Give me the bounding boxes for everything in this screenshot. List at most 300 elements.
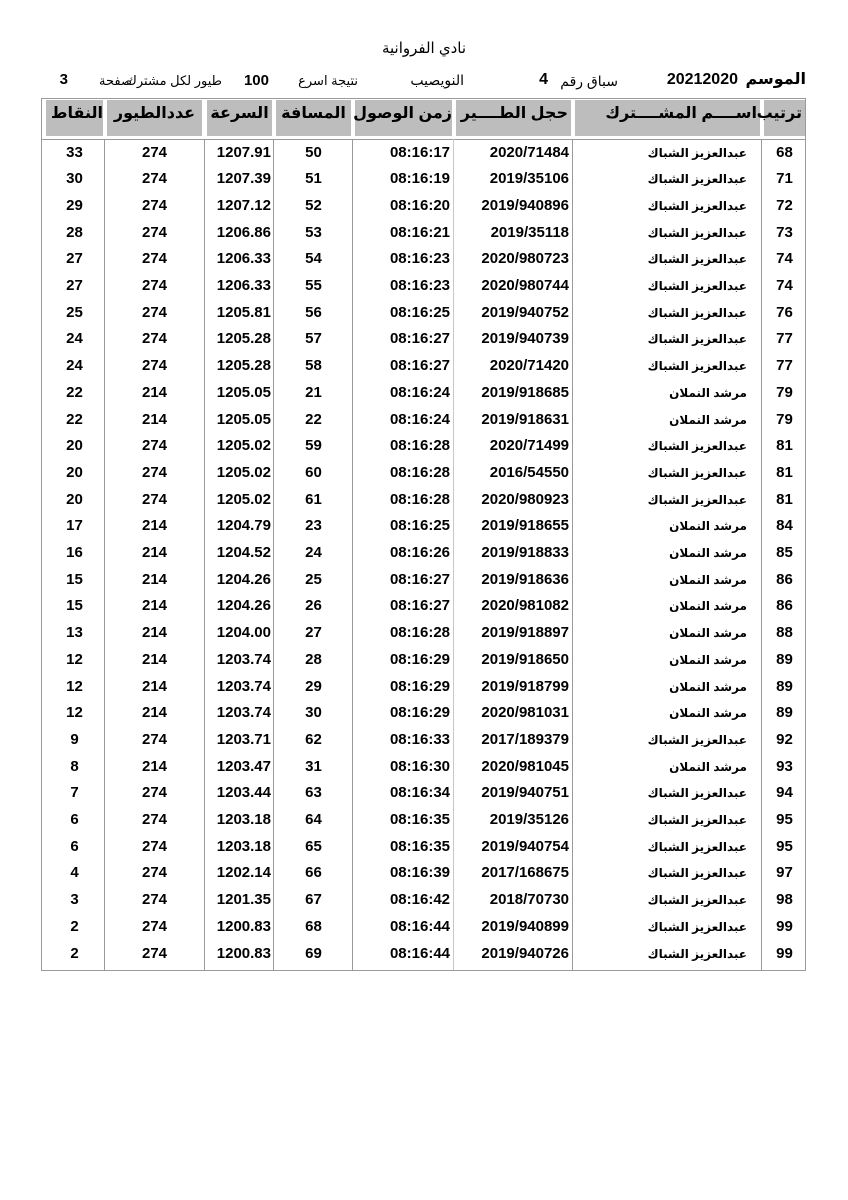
member-name-cell: عبدالعزيز الشباك — [647, 866, 747, 881]
rank-cell: 94 — [776, 784, 793, 802]
rank-cell: 93 — [776, 757, 793, 775]
ring-number-cell: 2019/940726 — [481, 944, 569, 962]
points-cell: 20 — [66, 437, 83, 455]
speed-cell: 1205.05 — [216, 410, 271, 428]
speed-cell: 1204.26 — [216, 570, 271, 588]
arrival-time-cell: 08:16:35 — [389, 811, 450, 828]
col-header-distance: المسافة — [276, 100, 351, 136]
distance-cell: 66 — [305, 864, 322, 882]
speed-cell: 1204.26 — [216, 597, 271, 615]
points-cell: 13 — [66, 624, 83, 642]
rank-cell: 73 — [776, 223, 793, 241]
arrival-time-cell: 08:16:39 — [389, 864, 450, 882]
member-name-cell: عبدالعزيز الشباك — [647, 359, 747, 374]
points-cell: 2 — [70, 944, 79, 962]
race-number: 4 — [539, 71, 548, 88]
member-name-cell: عبدالعزيز الشباك — [647, 145, 747, 160]
birds-cell: 274 — [141, 490, 168, 508]
rank-cell: 79 — [776, 410, 793, 428]
rank-cell: 95 — [776, 837, 793, 855]
ring-number-cell: 2019/918655 — [481, 517, 569, 535]
speed-cell: 1205.02 — [216, 437, 271, 455]
ring-number-cell: 2019/918897 — [481, 624, 569, 642]
ring-number-cell: 2019/35118 — [490, 223, 569, 241]
points-cell: 6 — [70, 837, 79, 855]
speed-cell: 1204.79 — [216, 517, 271, 535]
speed-cell: 1203.18 — [216, 811, 271, 828]
birds-cell: 274 — [141, 196, 168, 214]
arrival-time-cell: 08:16:26 — [389, 544, 450, 561]
points-cell: 29 — [66, 196, 83, 214]
arrival-time-cell: 08:16:44 — [389, 944, 450, 962]
ring-number-cell: 2019/918650 — [481, 650, 569, 668]
points-cell: 9 — [70, 730, 79, 748]
race-category: النويصيب — [410, 72, 464, 88]
arrival-time-cell: 08:16:29 — [389, 650, 450, 668]
member-name-cell: عبدالعزيز الشباك — [647, 172, 747, 187]
ring-number-cell: 2019/918636 — [481, 570, 569, 588]
speed-cell: 1205.28 — [216, 330, 271, 348]
birds-cell: 274 — [141, 357, 168, 375]
member-name-cell: عبدالعزيز الشباك — [647, 279, 747, 293]
table-row — [42, 914, 805, 941]
distance-cell: 52 — [305, 196, 322, 214]
speed-cell: 1205.02 — [216, 463, 271, 481]
arrival-time-cell: 08:16:28 — [389, 624, 450, 642]
member-name-cell: عبدالعزيز الشباك — [647, 305, 747, 320]
member-name-cell: مرشد النملان — [669, 546, 747, 560]
distance-cell: 30 — [305, 704, 322, 722]
birds-cell: 214 — [141, 650, 168, 668]
rank-cell: 86 — [776, 597, 793, 615]
birds-cell: 274 — [141, 223, 168, 241]
table-row — [42, 593, 805, 620]
birds-cell: 274 — [141, 303, 168, 321]
arrival-time-cell: 08:16:29 — [389, 677, 450, 695]
table-row — [42, 887, 805, 914]
points-cell: 27 — [66, 250, 83, 268]
speed-cell: 1205.02 — [216, 490, 271, 508]
arrival-time-cell: 08:16:27 — [389, 330, 450, 348]
birds-cell: 274 — [141, 811, 168, 828]
rank-cell: 88 — [776, 624, 793, 642]
ring-number-cell: 2019/918685 — [481, 383, 569, 401]
member-name-cell: عبدالعزيز الشباك — [647, 492, 747, 507]
arrival-time-cell: 08:16:29 — [389, 704, 450, 722]
fastest-count: 100 — [243, 72, 269, 89]
points-cell: 20 — [66, 490, 83, 508]
member-name-cell: عبدالعزيز الشباك — [647, 786, 747, 801]
birds-cell: 274 — [141, 437, 168, 455]
ring-number-cell: 2019/918631 — [481, 410, 569, 428]
distance-cell: 60 — [305, 463, 322, 481]
arrival-time-cell: 08:16:28 — [389, 437, 450, 455]
season-label: الموسم — [745, 71, 806, 88]
rank-cell: 77 — [776, 357, 793, 375]
season-value: 20212020 — [666, 71, 738, 88]
col-header-ring: حجل الطــــير — [456, 100, 571, 136]
table-row — [42, 166, 805, 193]
member-name-cell: مرشد النملان — [669, 572, 747, 587]
points-cell: 33 — [66, 143, 83, 161]
table-row — [42, 300, 805, 327]
member-name-cell: عبدالعزيز الشباك — [647, 465, 747, 480]
rank-cell: 89 — [776, 650, 793, 668]
birds-cell: 274 — [141, 944, 168, 962]
distance-cell: 61 — [305, 490, 322, 508]
ring-number-cell: 2020/981031 — [481, 704, 569, 722]
points-cell: 4 — [70, 864, 79, 882]
points-cell: 27 — [66, 277, 83, 294]
birds-per-member-label: طيور لكل مشترك — [126, 73, 222, 88]
ring-number-cell: 2019/940899 — [481, 917, 569, 935]
col-header-speed: السرعة — [207, 100, 272, 136]
arrival-time-cell: 08:16:35 — [389, 837, 450, 855]
ring-number-cell: 2020/980923 — [481, 490, 569, 508]
member-name-cell: مرشد النملان — [669, 706, 747, 721]
ring-number-cell: 2019/918799 — [481, 677, 569, 695]
member-name-cell: مرشد النملان — [669, 626, 747, 641]
distance-cell: 54 — [305, 250, 322, 268]
page-number: 3 — [59, 71, 68, 88]
distance-cell: 65 — [305, 837, 322, 855]
birds-cell: 214 — [141, 517, 168, 535]
points-cell: 30 — [66, 170, 83, 188]
speed-cell: 1205.05 — [216, 383, 271, 401]
points-cell: 25 — [66, 303, 83, 321]
arrival-time-cell: 08:16:21 — [389, 223, 450, 241]
speed-cell: 1206.33 — [216, 277, 271, 294]
speed-cell: 1204.00 — [216, 624, 271, 642]
table-row — [42, 834, 805, 861]
arrival-time-cell: 08:16:30 — [389, 757, 450, 775]
col-header-points: النقاط — [46, 100, 103, 136]
table-row — [42, 380, 805, 407]
arrival-time-cell: 08:16:27 — [389, 357, 450, 375]
distance-cell: 50 — [305, 143, 322, 161]
arrival-time-cell: 08:16:19 — [389, 170, 450, 188]
rank-cell: 81 — [776, 490, 793, 508]
birds-cell: 274 — [141, 250, 168, 268]
ring-number-cell: 2019/35126 — [489, 811, 569, 828]
arrival-time-cell: 08:16:25 — [389, 517, 450, 535]
member-name-cell: مرشد النملان — [669, 652, 747, 667]
speed-cell: 1206.33 — [216, 250, 271, 268]
ring-number-cell: 2020/71420 — [489, 357, 569, 375]
table-row — [42, 807, 805, 834]
distance-cell: 64 — [305, 811, 322, 828]
member-name-cell: عبدالعزيز الشباك — [647, 839, 747, 854]
rank-cell: 74 — [776, 277, 793, 294]
arrival-time-cell: 08:16:42 — [389, 891, 450, 909]
points-cell: 6 — [70, 811, 79, 828]
speed-cell: 1203.74 — [216, 650, 271, 668]
ring-number-cell: 2020/71499 — [489, 437, 569, 455]
distance-cell: 31 — [305, 757, 322, 775]
speed-cell: 1205.81 — [216, 303, 271, 321]
rank-cell: 68 — [776, 143, 793, 161]
table-row — [42, 700, 805, 727]
table-row — [42, 674, 805, 701]
arrival-time-cell: 08:16:25 — [389, 303, 450, 321]
arrival-time-cell: 08:16:33 — [389, 730, 450, 748]
points-cell: 24 — [66, 357, 83, 375]
rank-cell: 76 — [776, 303, 793, 321]
points-cell: 12 — [66, 650, 83, 668]
member-name-cell: عبدالعزيز الشباك — [647, 198, 747, 213]
speed-cell: 1202.14 — [216, 864, 271, 882]
distance-cell: 23 — [305, 517, 322, 535]
ring-number-cell: 2020/980744 — [481, 277, 569, 294]
speed-cell: 1203.74 — [216, 677, 271, 695]
table-row — [42, 140, 805, 167]
points-cell: 15 — [66, 597, 83, 615]
member-name-cell: عبدالعزيز الشباك — [647, 332, 747, 347]
member-name-cell: مرشد النملان — [669, 759, 747, 774]
speed-cell: 1201.35 — [216, 891, 271, 909]
table-row — [42, 193, 805, 220]
distance-cell: 53 — [305, 223, 322, 241]
distance-cell: 58 — [305, 357, 322, 375]
birds-cell: 214 — [141, 704, 168, 722]
member-name-cell: عبدالعزيز الشباك — [647, 946, 747, 961]
points-cell: 22 — [66, 410, 83, 428]
member-name-cell: عبدالعزيز الشباك — [647, 225, 747, 240]
ring-number-cell: 2020/981082 — [481, 597, 569, 615]
distance-cell: 57 — [305, 330, 322, 348]
birds-cell: 274 — [141, 891, 168, 909]
distance-cell: 62 — [305, 730, 322, 748]
birds-cell: 214 — [141, 624, 168, 642]
points-cell: 15 — [66, 570, 83, 588]
distance-cell: 67 — [305, 891, 322, 909]
table-row — [42, 487, 805, 514]
member-name-cell: مرشد النملان — [669, 385, 747, 400]
rank-cell: 71 — [776, 170, 793, 188]
ring-number-cell: 2017/168675 — [481, 864, 569, 882]
birds-cell: 274 — [141, 864, 168, 882]
distance-cell: 21 — [305, 383, 322, 401]
speed-cell: 1203.18 — [216, 837, 271, 855]
points-cell: 3 — [70, 891, 79, 909]
member-name-cell: عبدالعزيز الشباك — [647, 813, 747, 827]
arrival-time-cell: 08:16:28 — [389, 490, 450, 508]
ring-number-cell: 2019/35106 — [489, 170, 569, 188]
table-row — [42, 620, 805, 647]
member-name-cell: مرشد النملان — [669, 599, 747, 614]
birds-cell: 214 — [141, 597, 168, 615]
points-cell: 24 — [66, 330, 83, 348]
ring-number-cell: 2019/918833 — [481, 544, 569, 561]
speed-cell: 1204.52 — [216, 544, 271, 561]
rank-cell: 99 — [776, 917, 793, 935]
ring-number-cell: 2019/940751 — [481, 784, 569, 802]
birds-cell: 274 — [141, 330, 168, 348]
ring-number-cell: 2019/940752 — [481, 303, 569, 321]
speed-cell: 1207.12 — [216, 196, 271, 214]
table-row — [42, 220, 805, 247]
table-row — [42, 460, 805, 487]
table-row — [42, 941, 805, 968]
distance-cell: 25 — [305, 570, 322, 588]
speed-cell: 1203.74 — [216, 704, 271, 722]
arrival-time-cell: 08:16:17 — [389, 143, 450, 161]
rank-cell: 81 — [776, 437, 793, 455]
points-cell: 8 — [70, 757, 79, 775]
table-row — [42, 433, 805, 460]
member-name-cell: عبدالعزيز الشباك — [647, 439, 747, 454]
results-table — [41, 98, 806, 971]
page-label: صفحة — [99, 73, 132, 88]
speed-cell: 1200.83 — [216, 917, 271, 935]
distance-cell: 69 — [305, 944, 322, 962]
member-name-cell: عبدالعزيز الشباك — [647, 732, 747, 747]
result-label: نتيجة اسرع — [298, 73, 358, 88]
table-row — [42, 754, 805, 781]
arrival-time-cell: 08:16:23 — [389, 250, 450, 268]
birds-cell: 214 — [141, 570, 168, 588]
ring-number-cell: 2019/940739 — [481, 330, 569, 348]
points-cell: 28 — [66, 223, 83, 241]
birds-cell: 214 — [141, 410, 168, 428]
arrival-time-cell: 08:16:20 — [389, 196, 450, 214]
rank-cell: 99 — [776, 944, 793, 962]
speed-cell: 1203.47 — [216, 757, 271, 775]
arrival-time-cell: 08:16:27 — [389, 570, 450, 588]
ring-number-cell: 2018/70730 — [489, 891, 569, 909]
birds-cell: 214 — [141, 383, 168, 401]
distance-cell: 68 — [305, 917, 322, 935]
points-cell: 22 — [66, 383, 83, 401]
birds-cell: 214 — [141, 544, 168, 561]
arrival-time-cell: 08:16:28 — [389, 463, 450, 481]
member-name-cell: عبدالعزيز الشباك — [647, 893, 747, 908]
rank-cell: 98 — [776, 891, 793, 909]
birds-cell: 214 — [141, 757, 168, 775]
birds-cell: 214 — [141, 677, 168, 695]
points-cell: 12 — [66, 677, 83, 695]
ring-number-cell: 2020/980723 — [481, 250, 569, 268]
birds-cell: 274 — [141, 170, 168, 188]
arrival-time-cell: 08:16:34 — [389, 784, 450, 802]
distance-cell: 24 — [305, 544, 322, 561]
rank-cell: 84 — [776, 517, 793, 535]
speed-cell: 1200.83 — [216, 944, 271, 962]
birds-cell: 274 — [141, 277, 168, 294]
birds-cell: 274 — [141, 784, 168, 802]
birds-cell: 274 — [141, 837, 168, 855]
birds-cell: 274 — [141, 143, 168, 161]
col-header-rank: ترتيب — [764, 100, 805, 136]
distance-cell: 55 — [305, 277, 322, 294]
table-row — [42, 273, 805, 300]
club-name: نادي الفروانية — [381, 40, 467, 57]
arrival-time-cell: 08:16:24 — [389, 383, 450, 401]
col-header-member: اســــم المشــــترك — [575, 100, 760, 136]
speed-cell: 1207.39 — [216, 170, 271, 188]
arrival-time-cell: 08:16:44 — [389, 917, 450, 935]
rank-cell: 72 — [776, 196, 793, 214]
distance-cell: 26 — [305, 597, 322, 615]
table-row — [42, 246, 805, 273]
distance-cell: 22 — [305, 410, 322, 428]
ring-number-cell: 2019/940896 — [481, 196, 569, 214]
rank-cell: 79 — [776, 383, 793, 401]
distance-cell: 63 — [305, 784, 322, 802]
birds-cell: 274 — [141, 730, 168, 748]
rank-cell: 74 — [776, 250, 793, 268]
arrival-time-cell: 08:16:24 — [389, 410, 450, 428]
table-row — [42, 860, 805, 887]
rank-cell: 97 — [776, 864, 793, 882]
table-row — [42, 353, 805, 380]
distance-cell: 56 — [305, 303, 322, 321]
rank-cell: 81 — [776, 463, 793, 481]
rank-cell: 86 — [776, 570, 793, 588]
table-row — [42, 647, 805, 674]
rank-cell: 89 — [776, 704, 793, 722]
arrival-time-cell: 08:16:23 — [389, 277, 450, 294]
points-cell: 20 — [66, 463, 83, 481]
speed-cell: 1207.91 — [216, 143, 271, 161]
birds-cell: 274 — [141, 917, 168, 935]
table-row — [42, 567, 805, 594]
table-row — [42, 513, 805, 540]
distance-cell: 51 — [305, 170, 322, 188]
points-cell: 7 — [70, 784, 79, 802]
member-name-cell: مرشد النملان — [669, 412, 747, 427]
distance-cell: 27 — [305, 624, 322, 642]
speed-cell: 1205.28 — [216, 357, 271, 375]
points-cell: 12 — [66, 704, 83, 722]
table-row — [42, 780, 805, 807]
points-cell: 2 — [70, 917, 79, 935]
member-name-cell: عبدالعزيز الشباك — [647, 252, 747, 267]
ring-number-cell: 2019/940754 — [481, 837, 569, 855]
speed-cell: 1206.86 — [216, 223, 271, 241]
speed-cell: 1203.71 — [216, 730, 271, 748]
rank-cell: 95 — [776, 811, 793, 828]
table-row — [42, 407, 805, 434]
race-label: سباق رقم — [560, 73, 618, 89]
col-header-time: زمن الوصول — [355, 100, 452, 136]
distance-cell: 59 — [305, 437, 322, 455]
points-cell: 16 — [66, 544, 83, 561]
rank-cell: 85 — [776, 544, 793, 561]
arrival-time-cell: 08:16:27 — [389, 597, 450, 615]
member-name-cell: مرشد النملان — [669, 679, 747, 694]
ring-number-cell: 2016/54550 — [489, 463, 569, 481]
ring-number-cell: 2020/71484 — [489, 143, 569, 161]
birds-cell: 274 — [141, 463, 168, 481]
distance-cell: 29 — [305, 677, 322, 695]
rank-cell: 92 — [776, 730, 793, 748]
ring-number-cell: 2017/189379 — [481, 730, 569, 748]
member-name-cell: عبدالعزيز الشباك — [647, 919, 747, 934]
table-row — [42, 326, 805, 353]
speed-cell: 1203.44 — [216, 784, 271, 802]
points-cell: 17 — [66, 517, 83, 535]
table-row — [42, 727, 805, 754]
col-header-birds: عددالطيور — [107, 100, 202, 136]
rank-cell: 77 — [776, 330, 793, 348]
member-name-cell: مرشد النملان — [669, 519, 747, 534]
ring-number-cell: 2020/981045 — [481, 757, 569, 775]
table-row — [42, 540, 805, 567]
table-header — [42, 99, 805, 139]
rank-cell: 89 — [776, 677, 793, 695]
distance-cell: 28 — [305, 650, 322, 668]
